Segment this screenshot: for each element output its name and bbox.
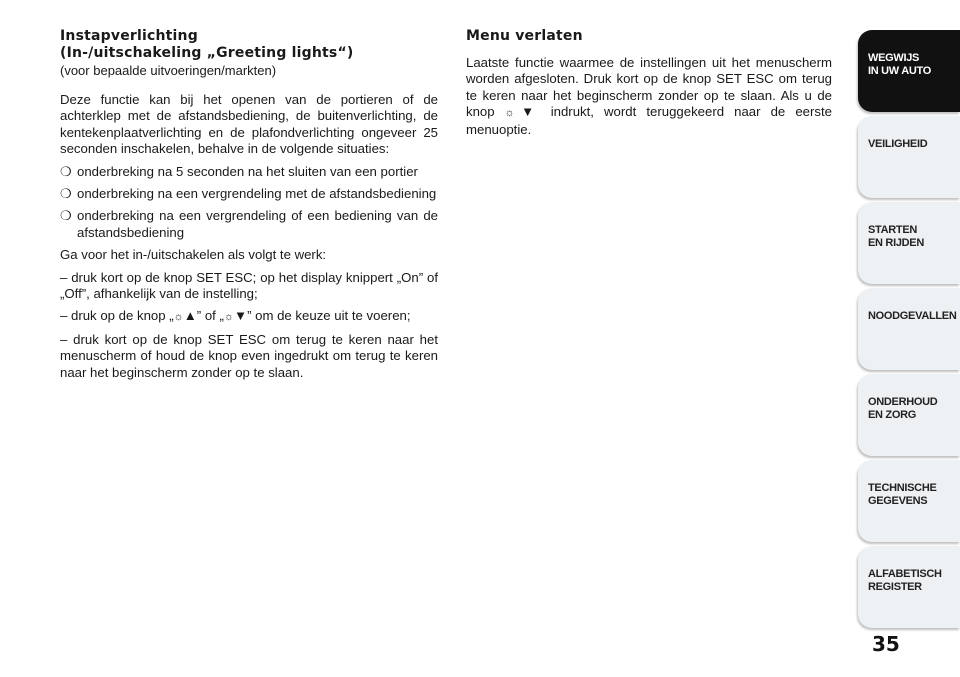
chapter-tab-wegwijs[interactable] xyxy=(858,30,960,112)
bullet-icon: ❍ xyxy=(60,163,72,179)
bullet-text: onderbreking na een vergrendeling met de afstandsbediening xyxy=(77,186,437,202)
chapter-tab-label: ALFABETISCH REGISTER xyxy=(868,568,942,593)
bullet-text: onderbreking na 5 seconden na het sluiten van een portier xyxy=(77,163,418,179)
right-column xyxy=(466,28,832,138)
down-arrow-icon: ▼ xyxy=(514,104,541,120)
down-arrow-icon: ▼ xyxy=(234,308,248,324)
bullet-item xyxy=(60,164,438,180)
chapter-tab-register[interactable] xyxy=(858,546,960,628)
intro-paragraph: Deze functie kan bij het openen van de portieren of de achterklep met de afstandsbediening, de buitenverlichting, de kentekenplaatverlichting en de plafondverlichting ongeveer 25 seconden inschakelen, behalve in de volgende situaties: xyxy=(60,92,438,157)
menu-exit-heading: Menu verlaten xyxy=(466,28,583,44)
menu-exit-text-a: Laatste functie waarmee de instellingen uit het menuscherm worden afgesloten. Druk kort op de knop SET ESC om terug te keren naar het beginscherm zonder op te slaan. Als u de knop xyxy=(466,55,832,120)
menu-exit-text-b: indrukt, wordt teruggekeerd naar de eerste menuoptie. xyxy=(466,104,832,137)
chapter-tab-label: WEGWIJS IN UW AUTO xyxy=(868,52,931,77)
chapter-sidebar xyxy=(858,30,960,632)
bullet-icon: ❍ xyxy=(60,208,72,224)
heading-line-1: Instapverlichting xyxy=(60,28,198,44)
step-2 xyxy=(60,308,438,325)
lamp-down-icon: ☼ xyxy=(223,311,234,324)
chapter-tab-label: STARTEN EN RIJDEN xyxy=(868,224,924,249)
step-2-text-b: ” of „ xyxy=(196,308,224,324)
chapter-tab-label: VEILIGHEID xyxy=(868,138,928,150)
step-3: – druk kort op de knop SET ESC om terug te keren naar het menuscherm of houd de knop even ingedrukt om terug te keren naar het beginscherm zonder op te slaan. xyxy=(60,331,438,380)
bullet-item xyxy=(60,186,438,202)
bullet-item xyxy=(60,208,438,241)
step-2-text-c: ” om de keuze uit te voeren; xyxy=(247,308,411,324)
chapter-tab-onderhoud[interactable] xyxy=(858,374,960,456)
chapter-tab-noodgevallen[interactable] xyxy=(858,288,960,370)
availability-note: (voor bepaalde uitvoeringen/markten) xyxy=(60,63,277,78)
up-arrow-icon: ▲ xyxy=(183,308,197,324)
steps-intro: Ga voor het in-/uitschakelen als volgt te werk: xyxy=(60,247,327,263)
step-1: – druk kort op de knop SET ESC; op het display knippert „On” of „Off”, afhankelijk van de instelling; xyxy=(60,269,438,302)
page-number: 35 xyxy=(872,632,900,656)
chapter-tab-starten[interactable] xyxy=(858,202,960,284)
heading-line-2: (In-/uitschakeling „Greeting lights“) xyxy=(60,45,354,61)
menu-exit-paragraph xyxy=(466,55,832,138)
lamp-down-icon: ☼ xyxy=(504,107,515,120)
bullet-text: onderbreking na een vergrendeling of een bediening van de afstandsbediening xyxy=(77,208,438,240)
lamp-up-icon: ☼ xyxy=(173,311,184,324)
chapter-tab-label: NOODGEVALLEN xyxy=(868,310,957,322)
bullet-icon: ❍ xyxy=(60,186,72,202)
chapter-tab-veiligheid[interactable] xyxy=(858,116,960,198)
chapter-tab-label: ONDERHOUD EN ZORG xyxy=(868,396,938,421)
chapter-tab-label: TECHNISCHE GEGEVENS xyxy=(868,482,937,507)
left-column xyxy=(60,28,438,381)
section-heading xyxy=(60,28,438,62)
step-2-text-a: – druk op de knop „ xyxy=(60,308,174,324)
chapter-tab-technische[interactable] xyxy=(858,460,960,542)
